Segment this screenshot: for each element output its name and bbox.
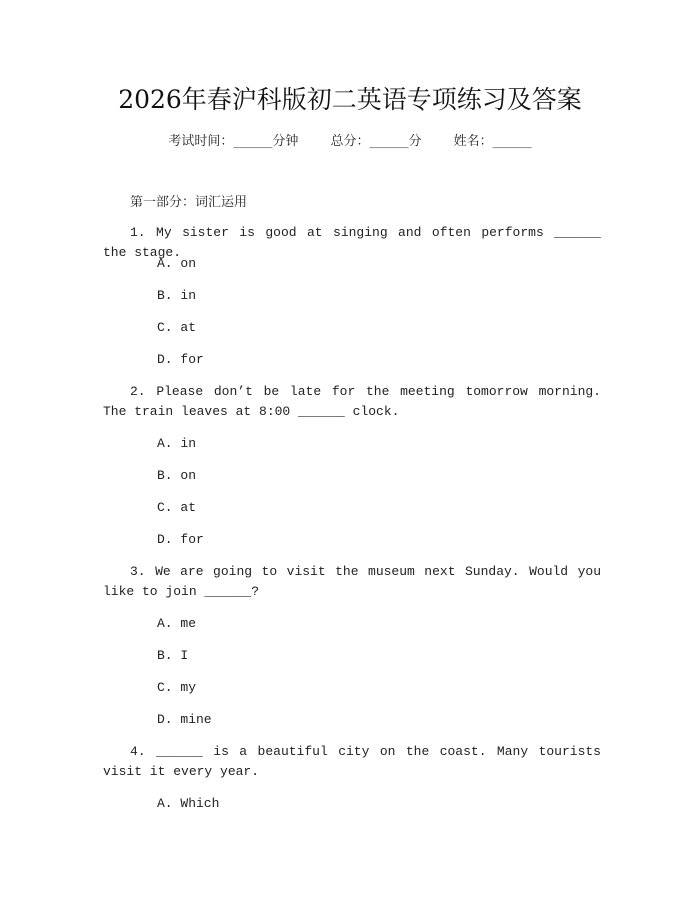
section-heading: 第一部分：词汇运用 [130, 195, 248, 210]
page-title: 2026年春沪科版初二英语专项练习及答案 [118, 85, 582, 114]
question-3-text: 3. We are going to visit the museum next Sunday. Would you like to join ______? [103, 564, 601, 599]
question-1-text: 1. My sister is good at singing and often performs ______ the stage. [103, 225, 601, 260]
question-3-option-d: D. mine [157, 712, 212, 727]
question-2-text: 2. Please don’t be late for the meeting tomorrow morning. The train leaves at 8:00 ______ clock. [103, 384, 601, 419]
question-4-option-a: A. Which [157, 796, 220, 811]
exam-meta [0, 130, 700, 149]
question-4-text: 4. ______ is a beautiful city on the coast. Many tourists visit it every year. [103, 744, 601, 779]
question-2-option-a: A. in [157, 436, 197, 451]
question-3-option-b: B. I [157, 648, 189, 663]
question-1-option-a: A. on [157, 256, 197, 271]
student-name-field: 姓名：______ [453, 134, 532, 149]
question-2-option-b: B. on [157, 468, 197, 483]
question-3-option-c: C. my [157, 680, 197, 695]
total-score-field: 总分：______分 [330, 134, 422, 149]
question-1-option-c: C. at [157, 320, 197, 335]
question-1-option-d: D. for [157, 352, 204, 367]
question-2-option-c: C. at [157, 500, 197, 515]
question-1-option-b: B. in [157, 288, 197, 303]
question-3-option-a: A. me [157, 616, 197, 631]
question-2-option-d: D. for [157, 532, 204, 547]
exam-time-field: 考试时间：______分钟 [168, 134, 299, 149]
